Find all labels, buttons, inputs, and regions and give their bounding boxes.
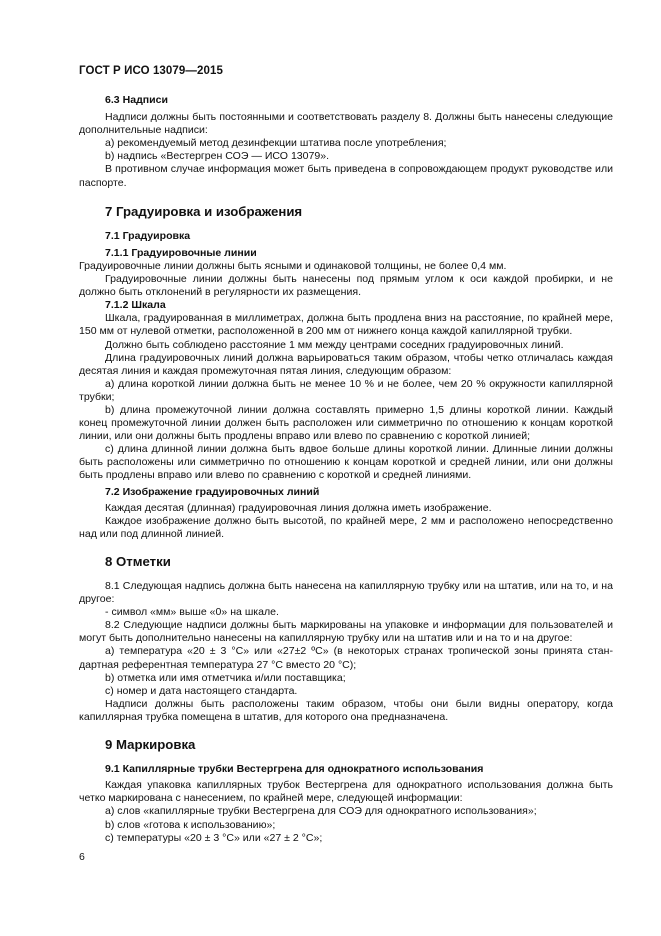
page-body	[79, 94, 613, 845]
subsection-7-1-title: 7.1 Градуировка	[105, 229, 191, 242]
paragraph: Надписи должны быть расположены таким образом, чтобы они были видны оператору, когда капиллярная трубка помещена в штатив, для которого она предназначена.	[79, 697, 613, 723]
list-item: b) длина промежуточной линии должна составлять примерно 1,5 длины короткой линии. Каждый конец промежуточной линии должен быть расположен или симметрично по отношению к концам короткой линии, или они должны быть продлены вправо или влево по сравнению с короткой линией;	[79, 403, 613, 443]
paragraph: В противном случае информация может быть приведена в сопровождающем продукт руководстве или паспорте.	[79, 163, 613, 189]
list-item: c) номер и дата настоящего стандарта.	[105, 684, 298, 697]
section-8-heading: 8 Отметки	[105, 553, 171, 569]
subsection-6-3-title: 6.3 Надписи	[105, 94, 168, 106]
list-item: b) надпись «Вестергрен СОЭ — ИСО 13079».	[105, 150, 330, 163]
list-item: a) рекомендуемый метод дезинфекции штатива после употребления;	[105, 137, 447, 150]
paragraph: Шкала, градуированная в миллиметрах, должна быть продлена вниз на расстояние, по крайней мере, 150 мм от нулевой отметки, расположенной в 200 мм от нижнего конца каждой капиллярной трубки.	[79, 312, 613, 338]
list-item: b) слов «готова к использованию»;	[105, 818, 276, 831]
paragraph: Градуировочные линии должны быть ясными и одинаковой толщины, не более 0,4 мм.	[79, 259, 507, 272]
section-9-heading: 9 Маркировка	[105, 737, 196, 753]
list-item: a) температура «20 ± 3 °C» или «27±2 ºC» (в некоторых странах тропической зоны принята стандартная референтная температура 27 °C вместо 20 °C);	[79, 645, 613, 671]
paragraph: Градуировочные линии должны быть нанесены под прямым углом к оси каждой пробирки, и не должно быть отклонений в регулярности их размещения.	[79, 273, 613, 299]
list-item: c) длина длинной линии должна быть вдвое больше длины короткой линии. Длинные линии должны быть расположены или симметрично по отношению к концам короткой и средней линии, или они должны быть продлены вправо или влево по сравнению с короткой и средней линиями.	[79, 443, 613, 482]
subsection-9-1-title: 9.1 Капиллярные трубки Вестергрена для однократного использования	[105, 763, 484, 776]
subsection-7-2-title: 7.2 Изображение градуировочных линий	[105, 485, 320, 498]
page-number: 6	[79, 851, 85, 863]
paragraph: Надписи должны быть постоянными и соответствовать разделу 8. Должны быть нанесены следующие дополнительные надписи:	[79, 111, 613, 137]
subsection-7-1-2-title: 7.1.2 Шкала	[105, 299, 166, 312]
paragraph: Каждая упаковка капиллярных трубок Вестергрена для однократного использования должна быть четко маркирована с нанесением, по крайней мере, следующей информации:	[79, 779, 613, 805]
list-item: - символ «мм» выше «0» на шкале.	[105, 606, 279, 619]
running-header: ГОСТ Р ИСО 13079—2015	[79, 65, 224, 77]
paragraph: Каждое изображение должно быть высотой, по крайней мере, 2 мм и расположено непосредственно над или под длинной линией.	[79, 514, 613, 540]
paragraph: Длина градуировочных линий должна варьироваться таким образом, чтобы четко отличалась каждая десятая линия и каждая промежуточная пятая линия, следующим образом:	[79, 351, 613, 377]
list-item: c) температуры «20 ± 3 °C» или «27 ± 2 °C»;	[105, 831, 323, 844]
paragraph: 8.2 Следующие надписи должны быть маркированы на упаковке и информации для пользователей и могут быть дополнительно нанесены на капиллярную трубку или на штатив или и на то и на другое:	[79, 619, 613, 645]
section-7-heading: 7 Градуировка и изображения	[105, 203, 303, 219]
subsection-7-1-1-title: 7.1.1 Градуировочные линии	[105, 246, 257, 259]
paragraph: Должно быть соблюдено расстояние 1 мм между центрами соседних градуировочных линий.	[105, 338, 564, 351]
paragraph: Каждая десятая (длинная) градуировочная линия должна иметь изображение.	[105, 501, 492, 514]
list-item: a) длина короткой линии должна быть не менее 10 % и не более, чем 20 % окружности капиллярной трубки;	[79, 377, 613, 403]
list-item: a) слов «капиллярные трубки Вестергрена для СОЭ для однократного использования»;	[105, 805, 537, 818]
list-item: b) отметка или имя отметчика и/или поставщика;	[105, 671, 346, 684]
paragraph: 8.1 Следующая надпись должна быть нанесена на капиллярную трубку или на штатив, или на то, и на другое:	[79, 580, 613, 606]
